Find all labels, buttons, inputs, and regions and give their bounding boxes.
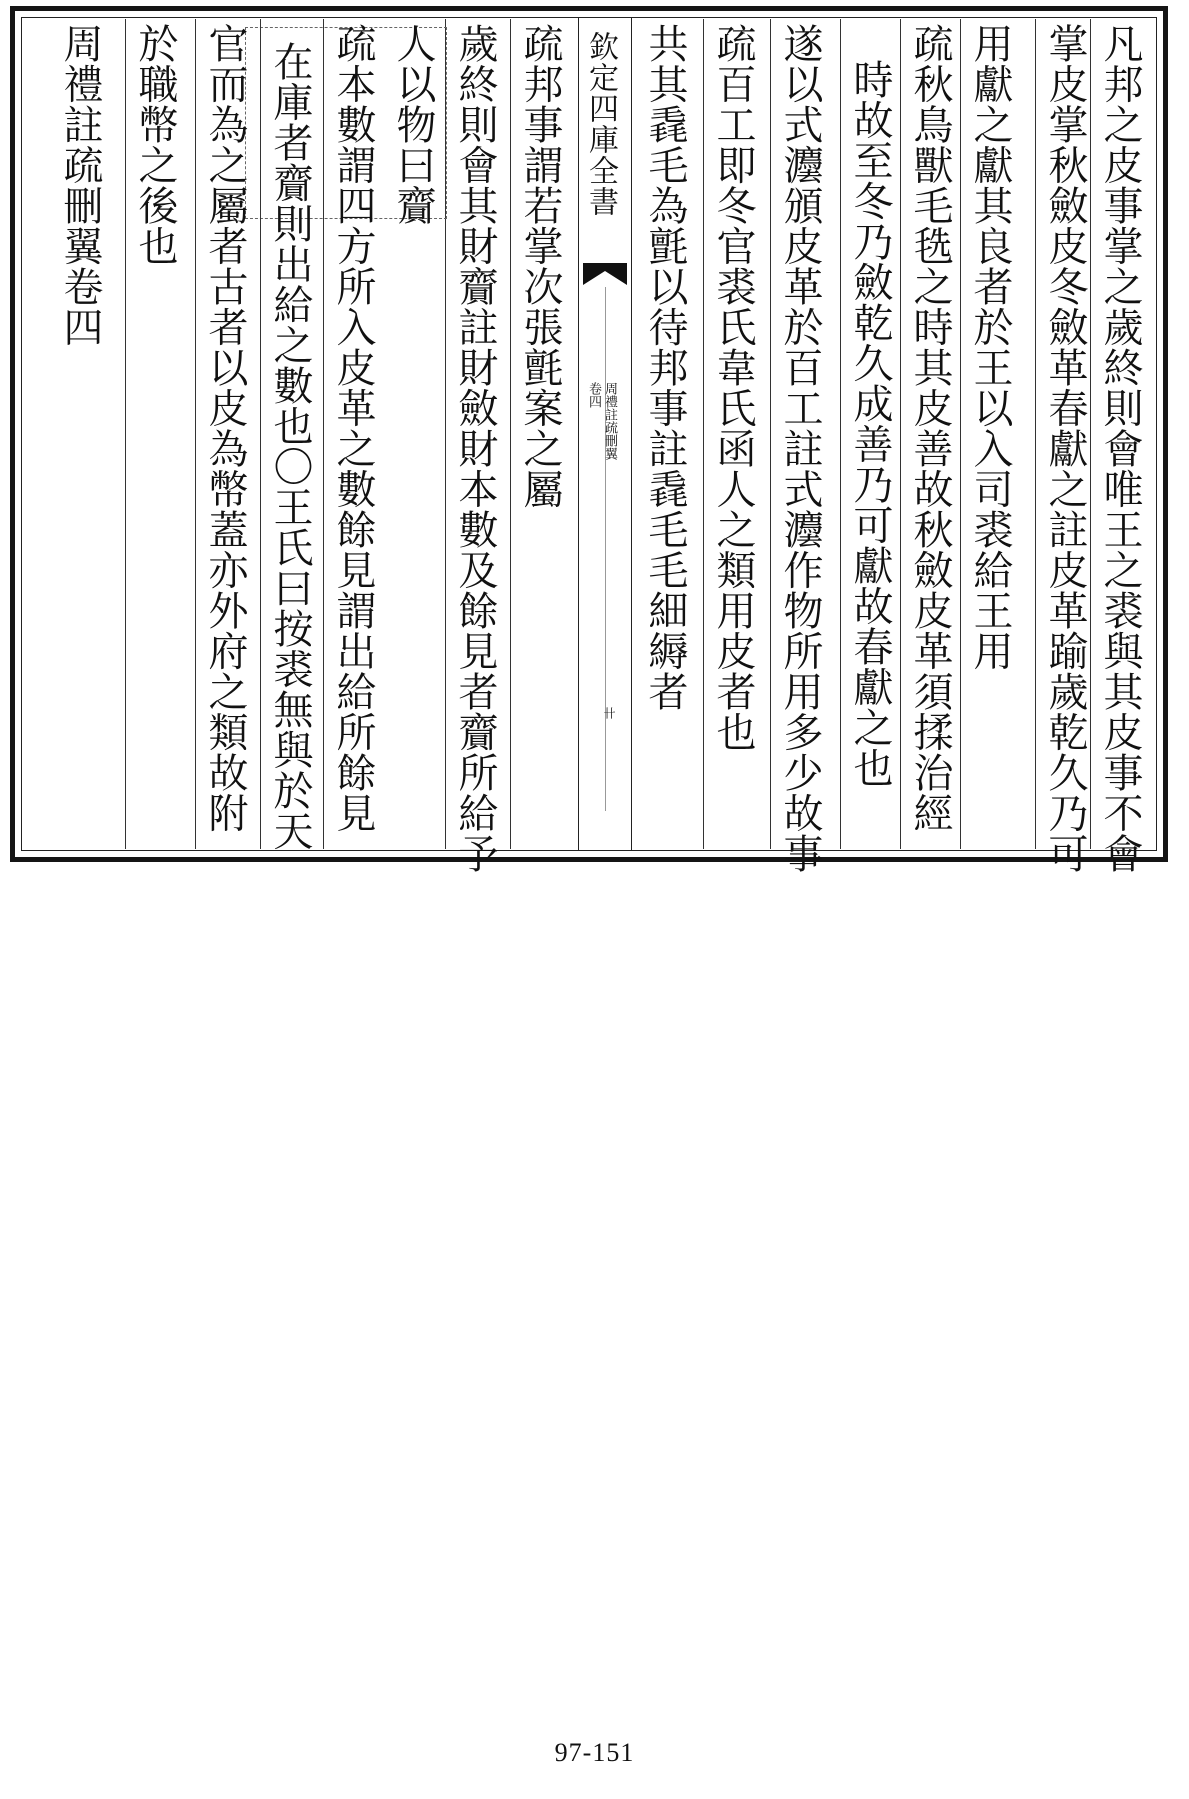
text-column-14: 官而為之屬者古者以皮為幣蓋亦外府之類故附 xyxy=(202,23,248,833)
strip-divider xyxy=(605,287,606,811)
column-rule xyxy=(510,19,511,849)
column-rule xyxy=(840,19,841,849)
strip-book-title: 周禮註疏刪翼 xyxy=(602,382,617,460)
strip-page-marker: 卄 xyxy=(602,707,616,719)
text-column-10: 歲終則會其財齎註財斂財本數及餘見者齎所給予 xyxy=(452,23,498,874)
text-column-5: 時故至冬乃斂乾久成善乃可獻故春獻之也 xyxy=(847,59,893,788)
text-column-11: 人以物曰齎 xyxy=(390,23,436,226)
center-binding-strip xyxy=(578,17,632,851)
column-rule xyxy=(1090,19,1091,849)
text-column-7: 疏百工即冬官裘氏韋氏函人之類用皮者也 xyxy=(710,23,756,752)
column-rule xyxy=(703,19,704,849)
text-column-4: 疏秋鳥獸毛毨之時其皮善故秋斂皮革須揉治經 xyxy=(907,23,953,833)
volume-end-title: 周禮註疏刪翼卷四 xyxy=(57,23,103,347)
column-rule xyxy=(1035,19,1036,849)
column-rule xyxy=(195,19,196,849)
text-column-12: 疏本數謂四方所入皮革之數餘見謂出給所餘見 xyxy=(330,23,376,833)
page-number: 97-151 xyxy=(554,1738,635,1767)
text-column-15: 於職幣之後也 xyxy=(132,23,178,266)
text-column-6: 遂以式灋頒皮革於百工註式灋作物所用多少故事 xyxy=(777,23,823,874)
column-rule xyxy=(900,19,901,849)
text-column-2: 掌皮掌秋斂皮冬斂革春獻之註皮革踰歲乾久乃可 xyxy=(1042,23,1088,874)
text-column-1: 凡邦之皮事掌之歲終則會唯王之裘與其皮事不會 xyxy=(1097,23,1143,874)
text-column-8: 共其毳毛為氈以待邦事註毳毛毛細縟者 xyxy=(642,23,688,712)
column-rule xyxy=(960,19,961,849)
strip-volume: 卷四 xyxy=(586,382,601,408)
page-frame xyxy=(10,6,1168,874)
text-column-9: 疏邦事謂若掌次張氈案之屬 xyxy=(517,23,563,509)
column-rule xyxy=(770,19,771,849)
text-column-13: 在庫者齎則出給之數也〇王氏曰按裘無與於天 xyxy=(267,41,313,851)
column-rule xyxy=(323,19,324,849)
fishtail-mark-icon xyxy=(583,263,627,285)
column-rule xyxy=(125,19,126,849)
column-rule xyxy=(260,19,261,849)
book-header: 欽定四庫全書 xyxy=(583,31,618,217)
text-column-3: 用獻之獻其良者於王以入司裘給王用 xyxy=(967,23,1013,671)
